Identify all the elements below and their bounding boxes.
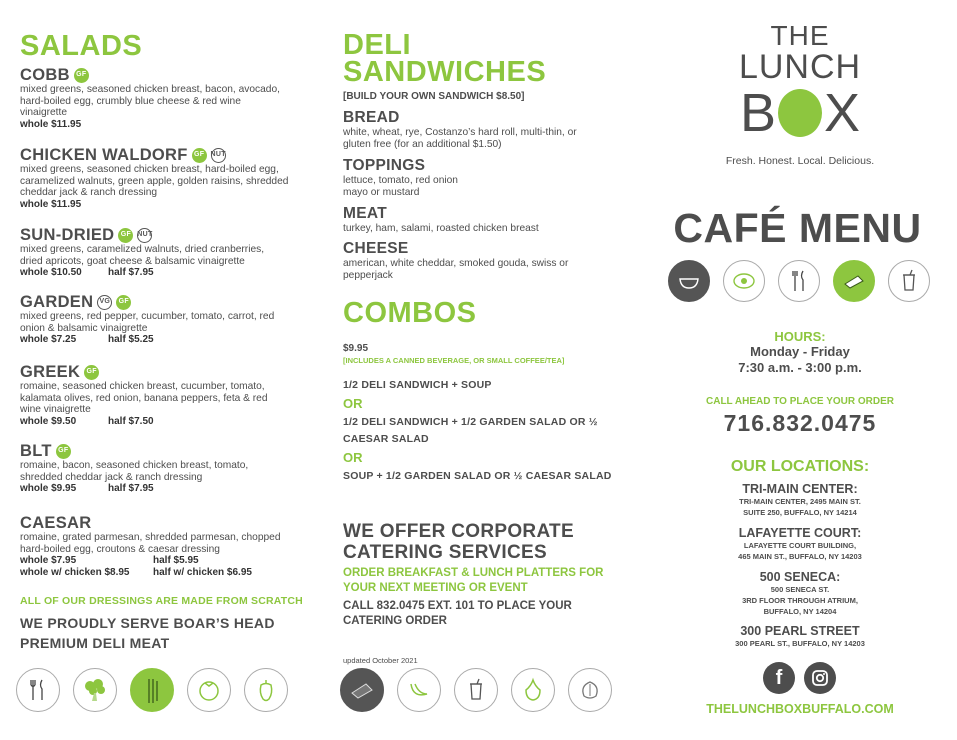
salad-description: mixed greens, seasoned chicken breast, hard-boiled egg, caramelized walnuts, green apple, golden raisins, shredded cheddar jack & ranch dressing (20, 164, 289, 199)
section-title: TOPPINGS (343, 157, 426, 174)
salad-price-whole: whole $9.95 (20, 483, 77, 495)
salad-price-whole: whole $7.95 (20, 555, 77, 567)
deli-heading-line1: DELI (343, 29, 412, 61)
celery-icon (130, 668, 174, 712)
salad-item-sun-dried (20, 226, 285, 279)
website-link[interactable]: THELUNCHBOXBUFFALO.COM (706, 702, 894, 716)
pepper-icon (244, 668, 288, 712)
logo-letter-b: B (739, 83, 776, 143)
boars-head-note: WE PROUDLY SERVE BOAR’S HEAD PREMIUM DELI MEAT (20, 615, 275, 651)
nut-badge: NUT (211, 148, 226, 163)
salad-price-whole-chicken: whole w/ chicken $8.95 (20, 567, 130, 579)
nut-badge: NUT (137, 228, 152, 243)
location-address: LAFAYETTE COURT BUILDING, (743, 541, 857, 550)
cutlery-icon (16, 668, 60, 712)
location-name: TRI-MAIN CENTER: (742, 482, 858, 496)
sandwich-icon (340, 668, 384, 712)
phone-number[interactable]: 716.832.0475 (723, 410, 877, 436)
tagline: Fresh. Honest. Local. Delicious. (725, 155, 875, 167)
dressings-note: ALL OF OUR DRESSINGS ARE MADE FROM SCRATCH (20, 595, 303, 607)
salad-price-half: half $5.95 (153, 555, 199, 567)
onion-icon (511, 668, 555, 712)
location-address: 465 MAIN ST., BUFFALO, NY 14203 (738, 552, 862, 561)
locations-heading: OUR LOCATIONS: (730, 458, 870, 475)
section-text: lettuce, tomato, red onion (343, 175, 458, 186)
location-name: 500 SENECA: (759, 570, 841, 584)
salad-description: mixed greens, seasoned chicken breast, bacon, avocado, hard-boiled egg, crumbly blue cheese & red wine vinaigrette (20, 84, 280, 119)
location-address: 500 SENECA ST. (770, 585, 830, 594)
location-tri-main (650, 482, 950, 518)
location-300-pearl (650, 624, 950, 649)
salad-price-half: half $7.50 (108, 415, 154, 427)
salad-item-caesar (20, 514, 295, 579)
utensils-icon (778, 260, 820, 302)
logo-line-lunch: LUNCH (738, 48, 862, 86)
deli-section-toppings (343, 157, 593, 198)
salad-name: BLT (20, 442, 52, 460)
combo-options (343, 377, 618, 485)
combo-includes: [INCLUDES A CANNED BEVERAGE, OR SMALL COFFEE/TEA] (343, 356, 565, 365)
gluten-free-badge: GF (116, 295, 131, 310)
location-name: 300 PEARL STREET (740, 624, 860, 638)
location-address: BUFFALO, NY 14204 (763, 607, 837, 616)
salad-description: romaine, seasoned chicken breast, cucumber, tomato, kalamata olives, red onion, banana peppers, feta & red wine vinaigrette (20, 381, 268, 416)
location-lafayette (650, 526, 950, 562)
section-text-2: mayo or mustard (343, 186, 420, 198)
section-title: CHEESE (343, 240, 409, 257)
location-address: 3RD FLOOR THROUGH ATRIUM, (742, 596, 858, 605)
vegan-badge: VG (97, 295, 112, 310)
salad-name: CAESAR (20, 514, 92, 532)
cup-icon (454, 668, 498, 712)
salad-name: GREEK (20, 363, 81, 381)
salad-price-half: half $7.95 (108, 483, 154, 495)
salad-price-whole: whole $7.25 (20, 334, 77, 346)
salad-price-half: half $5.25 (108, 334, 154, 346)
section-title: BREAD (343, 109, 400, 126)
build-your-own-label: [BUILD YOUR OWN SANDWICH $8.50] (343, 91, 525, 102)
deli-section-meat (343, 205, 593, 235)
lettuce-logo-icon (778, 89, 822, 137)
salad-price-whole: whole $10.50 (20, 267, 82, 279)
section-title: MEAT (343, 205, 387, 222)
facebook-icon[interactable]: f (763, 662, 795, 694)
gluten-free-badge: GF (56, 444, 71, 459)
combo-or-2: OR (343, 450, 363, 465)
salad-item-greek (20, 363, 285, 428)
salad-description: romaine, grated parmesan, shredded parmesan, chopped hard-boiled egg, croutons & caesar dressing (20, 532, 281, 555)
hours-days: Monday - Friday (750, 344, 850, 359)
gluten-free-badge: GF (74, 68, 89, 83)
deli-section-bread (343, 109, 593, 150)
gluten-free-badge: GF (192, 148, 207, 163)
combo-or-1: OR (343, 396, 363, 411)
avocado-icon (723, 260, 765, 302)
salad-price-whole: whole $11.95 (20, 118, 82, 130)
salad-price-whole: whole $11.95 (20, 198, 82, 210)
cafe-menu-title: CAFÉ MENU (673, 205, 922, 251)
combo-price: $9.95 (343, 343, 369, 354)
combo-option-1: 1/2 DELI SANDWICH + SOUP (343, 379, 492, 391)
location-500-seneca (650, 570, 950, 617)
soup-bowl-icon (668, 260, 710, 302)
section-text: american, white cheddar, smoked gouda, swiss or pepperjack (343, 258, 569, 281)
instagram-icon[interactable] (804, 662, 836, 694)
logo-line-the: THE (770, 20, 830, 51)
updated-note: updated October 2021 (343, 656, 418, 665)
section-text: white, wheat, rye, Costanzo’s hard roll, multi-thin, or gluten free (for an additional $1.50) (343, 127, 577, 150)
salad-price-whole: whole $9.50 (20, 415, 77, 427)
banana-icon (397, 668, 441, 712)
tomato-icon (187, 668, 231, 712)
gluten-free-badge: GF (118, 228, 133, 243)
salad-item-blt (20, 442, 275, 495)
salad-description: mixed greens, caramelized walnuts, dried cranberries, dried apricots, goat cheese & balsamic vinaigrette (20, 244, 265, 267)
location-address: TRI-MAIN CENTER, 2495 MAIN ST. (739, 497, 861, 506)
logo (725, 22, 875, 142)
salad-item-cobb (20, 66, 290, 131)
combos-heading: COMBOS (343, 297, 477, 329)
catering-subtext: ORDER BREAKFAST & LUNCH PLATTERS FOR YOUR NEXT MEETING OR EVENT (343, 567, 604, 594)
hours-label: HOURS: (774, 329, 826, 344)
salad-price-half: half $7.95 (108, 267, 154, 279)
deli-section-cheese (343, 240, 593, 281)
combo-option-2: 1/2 DELI SANDWICH + 1/2 GARDEN SALAD OR ½ CAESAR SALAD (343, 416, 598, 445)
location-address: SUITE 250, BUFFALO, NY 14214 (743, 508, 857, 517)
salad-item-chicken-waldorf (20, 146, 295, 211)
hours-time: 7:30 a.m. - 3:00 p.m. (738, 360, 862, 375)
call-ahead: CALL AHEAD TO PLACE YOUR ORDER (706, 396, 894, 407)
broccoli-icon (73, 668, 117, 712)
location-name: LAFAYETTE COURT: (738, 526, 862, 540)
salad-description: romaine, bacon, seasoned chicken breast, tomato, shredded cheddar jack & ranch dressing (20, 460, 249, 483)
salad-name: SUN-DRIED (20, 226, 115, 244)
drink-cup-icon (888, 260, 930, 302)
gluten-free-badge: GF (84, 365, 99, 380)
salad-item-garden (20, 293, 275, 346)
catering-heading: WE OFFER CORPORATE CATERING SERVICES (343, 521, 574, 563)
salad-name: GARDEN (20, 293, 94, 311)
salad-name: CHICKEN WALDORF (20, 146, 188, 164)
logo-letter-x: X (824, 83, 861, 143)
combo-option-3: SOUP + 1/2 GARDEN SALAD OR ½ CAESAR SALAD (343, 470, 612, 482)
salads-heading: SALADS (20, 30, 143, 62)
lettuce-icon (568, 668, 612, 712)
salad-price-half-chicken: half w/ chicken $6.95 (153, 567, 252, 579)
salad-name: COBB (20, 66, 70, 84)
salad-description: mixed greens, red pepper, cucumber, tomato, carrot, red onion & balsamic vinaigrette (20, 311, 275, 334)
deli-heading-line2: SANDWICHES (343, 56, 547, 88)
location-address: 300 PEARL ST., BUFFALO, NY 14203 (735, 639, 865, 648)
sandwich-box-icon (833, 260, 875, 302)
catering-call: CALL 832.0475 EXT. 101 TO PLACE YOUR CATERING ORDER (343, 600, 572, 627)
section-text: turkey, ham, salami, roasted chicken breast (343, 223, 539, 234)
